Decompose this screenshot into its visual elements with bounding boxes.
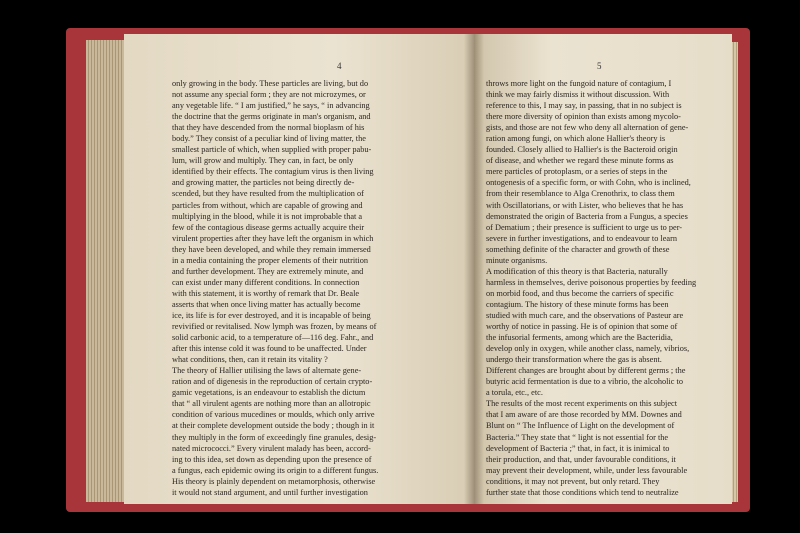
text-line: any vegetable life. “ I am justified,” he says, “ in advancing — [172, 101, 370, 111]
text-line: harmless in themselves, derive poisonous properties by feeding — [486, 277, 697, 287]
text-line: scended, but they have resulted from the multiplication of — [172, 189, 364, 199]
text-line: of Dematium ; their presence is sufficient to urge us to per- — [486, 222, 683, 232]
text-line: and further development. They are extremely minute, and — [172, 266, 364, 276]
text-line: gamic vegetations, is an endeavour to establish the dictum — [172, 388, 366, 398]
text-line: virulent properties after they have left the organism in which — [172, 233, 374, 243]
text-line: can exist under many different conditions. In connection — [172, 277, 360, 287]
text-line: The theory of Hallier utilising the laws of alternate gene- — [172, 366, 362, 376]
text-line: mere particles of protoplasm, or a series of steps in the — [486, 167, 668, 177]
text-line: founded. Closely allied to Hallier's is the Bacteroid origin — [486, 145, 678, 155]
text-line: ration and of digenesis in the reproduction of certain crypto- — [172, 377, 373, 387]
text-line: in a media containing the proper elements of their nutrition — [172, 255, 369, 265]
text-line: ration among fungi, on which alone Hallier's theory is — [486, 134, 666, 144]
text-line: from their resemblance to Alga Crenothrix, to class them — [486, 189, 675, 199]
text-line: they multiply in the form of exceedingly fine granules, desig- — [172, 432, 377, 442]
text-line: solid carbonic acid, to a temperature of—116 deg. Fahr., and — [172, 333, 374, 343]
text-line: may prevent their development, while, under less favourable — [486, 465, 688, 475]
text-line: demonstrated the origin of Bacteria from a Fungus, a species — [486, 211, 688, 221]
text-line: something definite of the character and growth of these — [486, 244, 670, 254]
text-line: it would not stand argument, and until further investigation — [172, 487, 368, 497]
text-line: only growing in the body. These particles are living, but do — [172, 79, 369, 88]
text-line: The results of the most recent experiments on this subject — [486, 399, 678, 409]
book-gutter — [464, 34, 484, 504]
text-line: gists, and those are not few who deny all alternation of gene- — [486, 123, 689, 133]
left-page-text — [172, 78, 440, 498]
text-line: not assume any special form ; they are not microzymes, or — [172, 90, 366, 100]
text-line: ing to this idea, set down as depending upon the presence of — [172, 454, 372, 464]
text-line: particles from without, which are capable of growing and — [172, 200, 363, 210]
text-line: condition of various mucedines or moulds, which only arrive — [172, 410, 375, 420]
text-line: contagium. The history of these minute forms has been — [486, 299, 669, 309]
text-line: His theory is plainly dependent on metamorphosis, otherwise — [172, 476, 376, 486]
text-line: the doctrine that the germs originate in man's organism, and — [172, 112, 371, 122]
text-line: throws more light on the fungoid nature of contagium, I — [486, 79, 672, 88]
text-line: undergo their transformation where the gas is absent. — [486, 355, 662, 365]
text-line: develop only in oxygen, while another class, namely, vibrios, — [486, 344, 690, 354]
text-line: with Oscillatorians, or with Lister, who believes that he has — [486, 200, 684, 210]
text-line: there more diversity of opinion than exists among mycolo- — [486, 112, 681, 122]
text-line: severe in further investigations, and to endeavour to learn — [486, 233, 677, 243]
text-line: their production, and that, under favourable conditions, it — [486, 454, 676, 464]
text-line: Different changes are brought about by different germs ; the — [486, 366, 686, 376]
text-line: revivified or revitalised. Now lymph was frozen, by means of — [172, 322, 377, 332]
right-page-text — [486, 78, 726, 498]
text-line: asserts that when once living matter has actually become — [172, 299, 361, 309]
text-line: a fungus, each epidemic owing its origin to a different fungus. — [172, 465, 379, 475]
text-line: reference to this, I may say, in passing, that in no subject is — [486, 101, 682, 111]
text-line: a torula, etc., etc. — [486, 388, 543, 398]
text-line: on morbid food, and thus become the carriers of specific — [486, 288, 674, 298]
text-line: ontogenesis of a specific form, or with Cohn, who is inclined, — [486, 178, 691, 188]
text-line: few of the contagious disease germs actually acquire their — [172, 222, 365, 232]
text-line: of disease, and whether we regard these minute forms as — [486, 156, 674, 166]
text-line: what conditions, then, can it retain its vitality ? — [172, 355, 328, 365]
left-page — [124, 34, 474, 504]
text-line: and growing matter, the particles not being directly de- — [172, 178, 355, 188]
text-line: at their complete development outside the body ; though in it — [172, 421, 375, 431]
text-line: Blunt on “ The Influence of Light on the development of — [486, 421, 675, 431]
text-line: minute organisms. — [486, 255, 548, 265]
text-line: that they have descended from the normal bioplasm of his — [172, 123, 365, 133]
text-line: identified by their effects. The contagium virus is then living — [172, 167, 374, 177]
open-book — [66, 22, 750, 516]
text-line: development of Bacteria ;” that, in fact, it is inimical to — [486, 443, 670, 453]
text-line: body.” They consist of a peculiar kind of living matter, the — [172, 134, 366, 144]
text-line: they have been developed, and while they remain immersed — [172, 244, 371, 254]
text-line: that I am aware of are those recorded by MM. Downes and — [486, 410, 682, 420]
text-line: think we may fairly dismiss it without discussion. With — [486, 90, 670, 100]
text-line: smallest particle of which, when supplied with proper pabu- — [172, 145, 372, 155]
text-line: with this statement, it is worthy of remark that Dr. Beale — [172, 288, 360, 298]
text-line: after this intense cold it was found to be unaffected. Under — [172, 344, 367, 354]
text-line: Bacteria.” They state that “ light is not essential for the — [486, 432, 669, 442]
text-line: further state that those conditions which tend to neutralize — [486, 487, 679, 497]
right-page — [474, 34, 732, 504]
text-line: butyric acid fermentation is due to a vibrio, the alcoholic to — [486, 377, 683, 387]
left-page-number: 4 — [337, 61, 342, 71]
text-line: worthy of notice in passing. He is of opinion that some of — [486, 322, 678, 332]
text-line: multiplying in the blood, while it is not improbable that a — [172, 211, 363, 221]
text-line: nated micrococci.” Every virulent malady has been, accord- — [172, 443, 371, 453]
text-line: studied with much care, and the observations of Pasteur are — [486, 310, 684, 320]
text-line: lum, will grow and multiply. They can, in fact, be only — [172, 156, 354, 166]
text-line: that “ all virulent agents are nothing more than an allotropic — [172, 399, 371, 409]
right-page-number: 5 — [597, 61, 602, 71]
text-line: the infusorial ferments, among which are the Bacteridia, — [486, 333, 673, 343]
text-line: A modification of this theory is that Bacteria, naturally — [486, 266, 668, 276]
text-line: ice, its life is for ever destroyed, and it is incapable of being — [172, 310, 371, 320]
text-line: conditions, it may not prevent, but only retard. They — [486, 476, 660, 486]
